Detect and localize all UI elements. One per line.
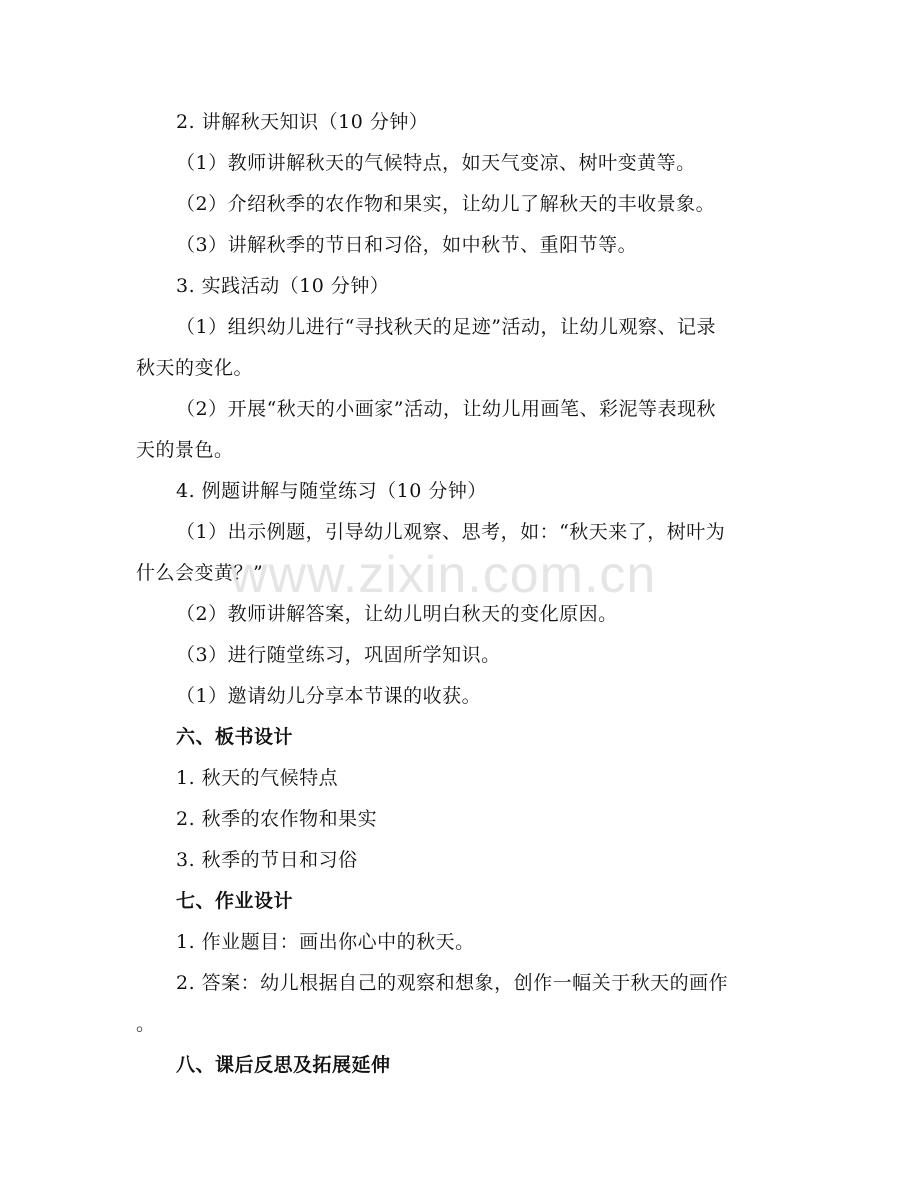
- paragraph-line: （2）开展“秋天的小画家”活动，让幼儿用画笔、彩泥等表现秋: [176, 398, 717, 420]
- list-item: 2. 答案：幼儿根据自己的观察和想象，创作一幅关于秋天的画作: [176, 972, 729, 994]
- list-item: 2. 秋季的农作物和果实: [176, 808, 378, 830]
- list-item: 1. 秋天的气候特点: [176, 767, 339, 789]
- heading-board-design: 六、板书设计: [176, 726, 294, 748]
- paragraph-line: （1）教师讲解秋天的气候特点，如天气变凉、树叶变黄等。: [176, 152, 696, 174]
- paragraph-line: （2）介绍秋季的农作物和果实，让幼儿了解秋天的丰收景象。: [176, 193, 716, 215]
- paragraph-line-continued: 秋天的变化。: [136, 357, 254, 379]
- paragraph-line: （1）组织幼儿进行“寻找秋天的足迹”活动，让幼儿观察、记录: [176, 316, 717, 338]
- watermark: www.zixin.com.cn: [230, 546, 657, 604]
- paragraph-line-continued: 天的景色。: [136, 439, 234, 461]
- list-item: 3. 秋季的节日和习俗: [176, 849, 358, 871]
- paragraph-line: （2）教师讲解答案，让幼儿明白秋天的变化原因。: [176, 603, 618, 625]
- paragraph-line: （1）邀请幼儿分享本节课的收获。: [176, 685, 482, 707]
- section-item-3-title: 3. 实践活动（10 分钟）: [176, 275, 390, 297]
- paragraph-line: （3）讲解秋季的节日和习俗，如中秋节、重阳节等。: [176, 234, 638, 256]
- section-item-2-title: 2. 讲解秋天知识（10 分钟）: [176, 111, 429, 133]
- heading-reflection-extension: 八、课后反思及拓展延伸: [176, 1054, 391, 1076]
- paragraph-line: （3）进行随堂练习，巩固所学知识。: [176, 644, 501, 666]
- heading-homework-design: 七、作业设计: [176, 890, 294, 912]
- list-item: 1. 作业题目：画出你心中的秋天。: [176, 931, 475, 953]
- paragraph-line: （1）出示例题，引导幼儿观察、思考，如：“秋天来了，树叶为: [176, 521, 726, 543]
- section-item-4-title: 4. 例题讲解与随堂练习（10 分钟）: [176, 480, 487, 502]
- paragraph-line-continued: 什么会变黄？”: [136, 562, 264, 584]
- paragraph-line-continued: 。: [136, 1013, 156, 1035]
